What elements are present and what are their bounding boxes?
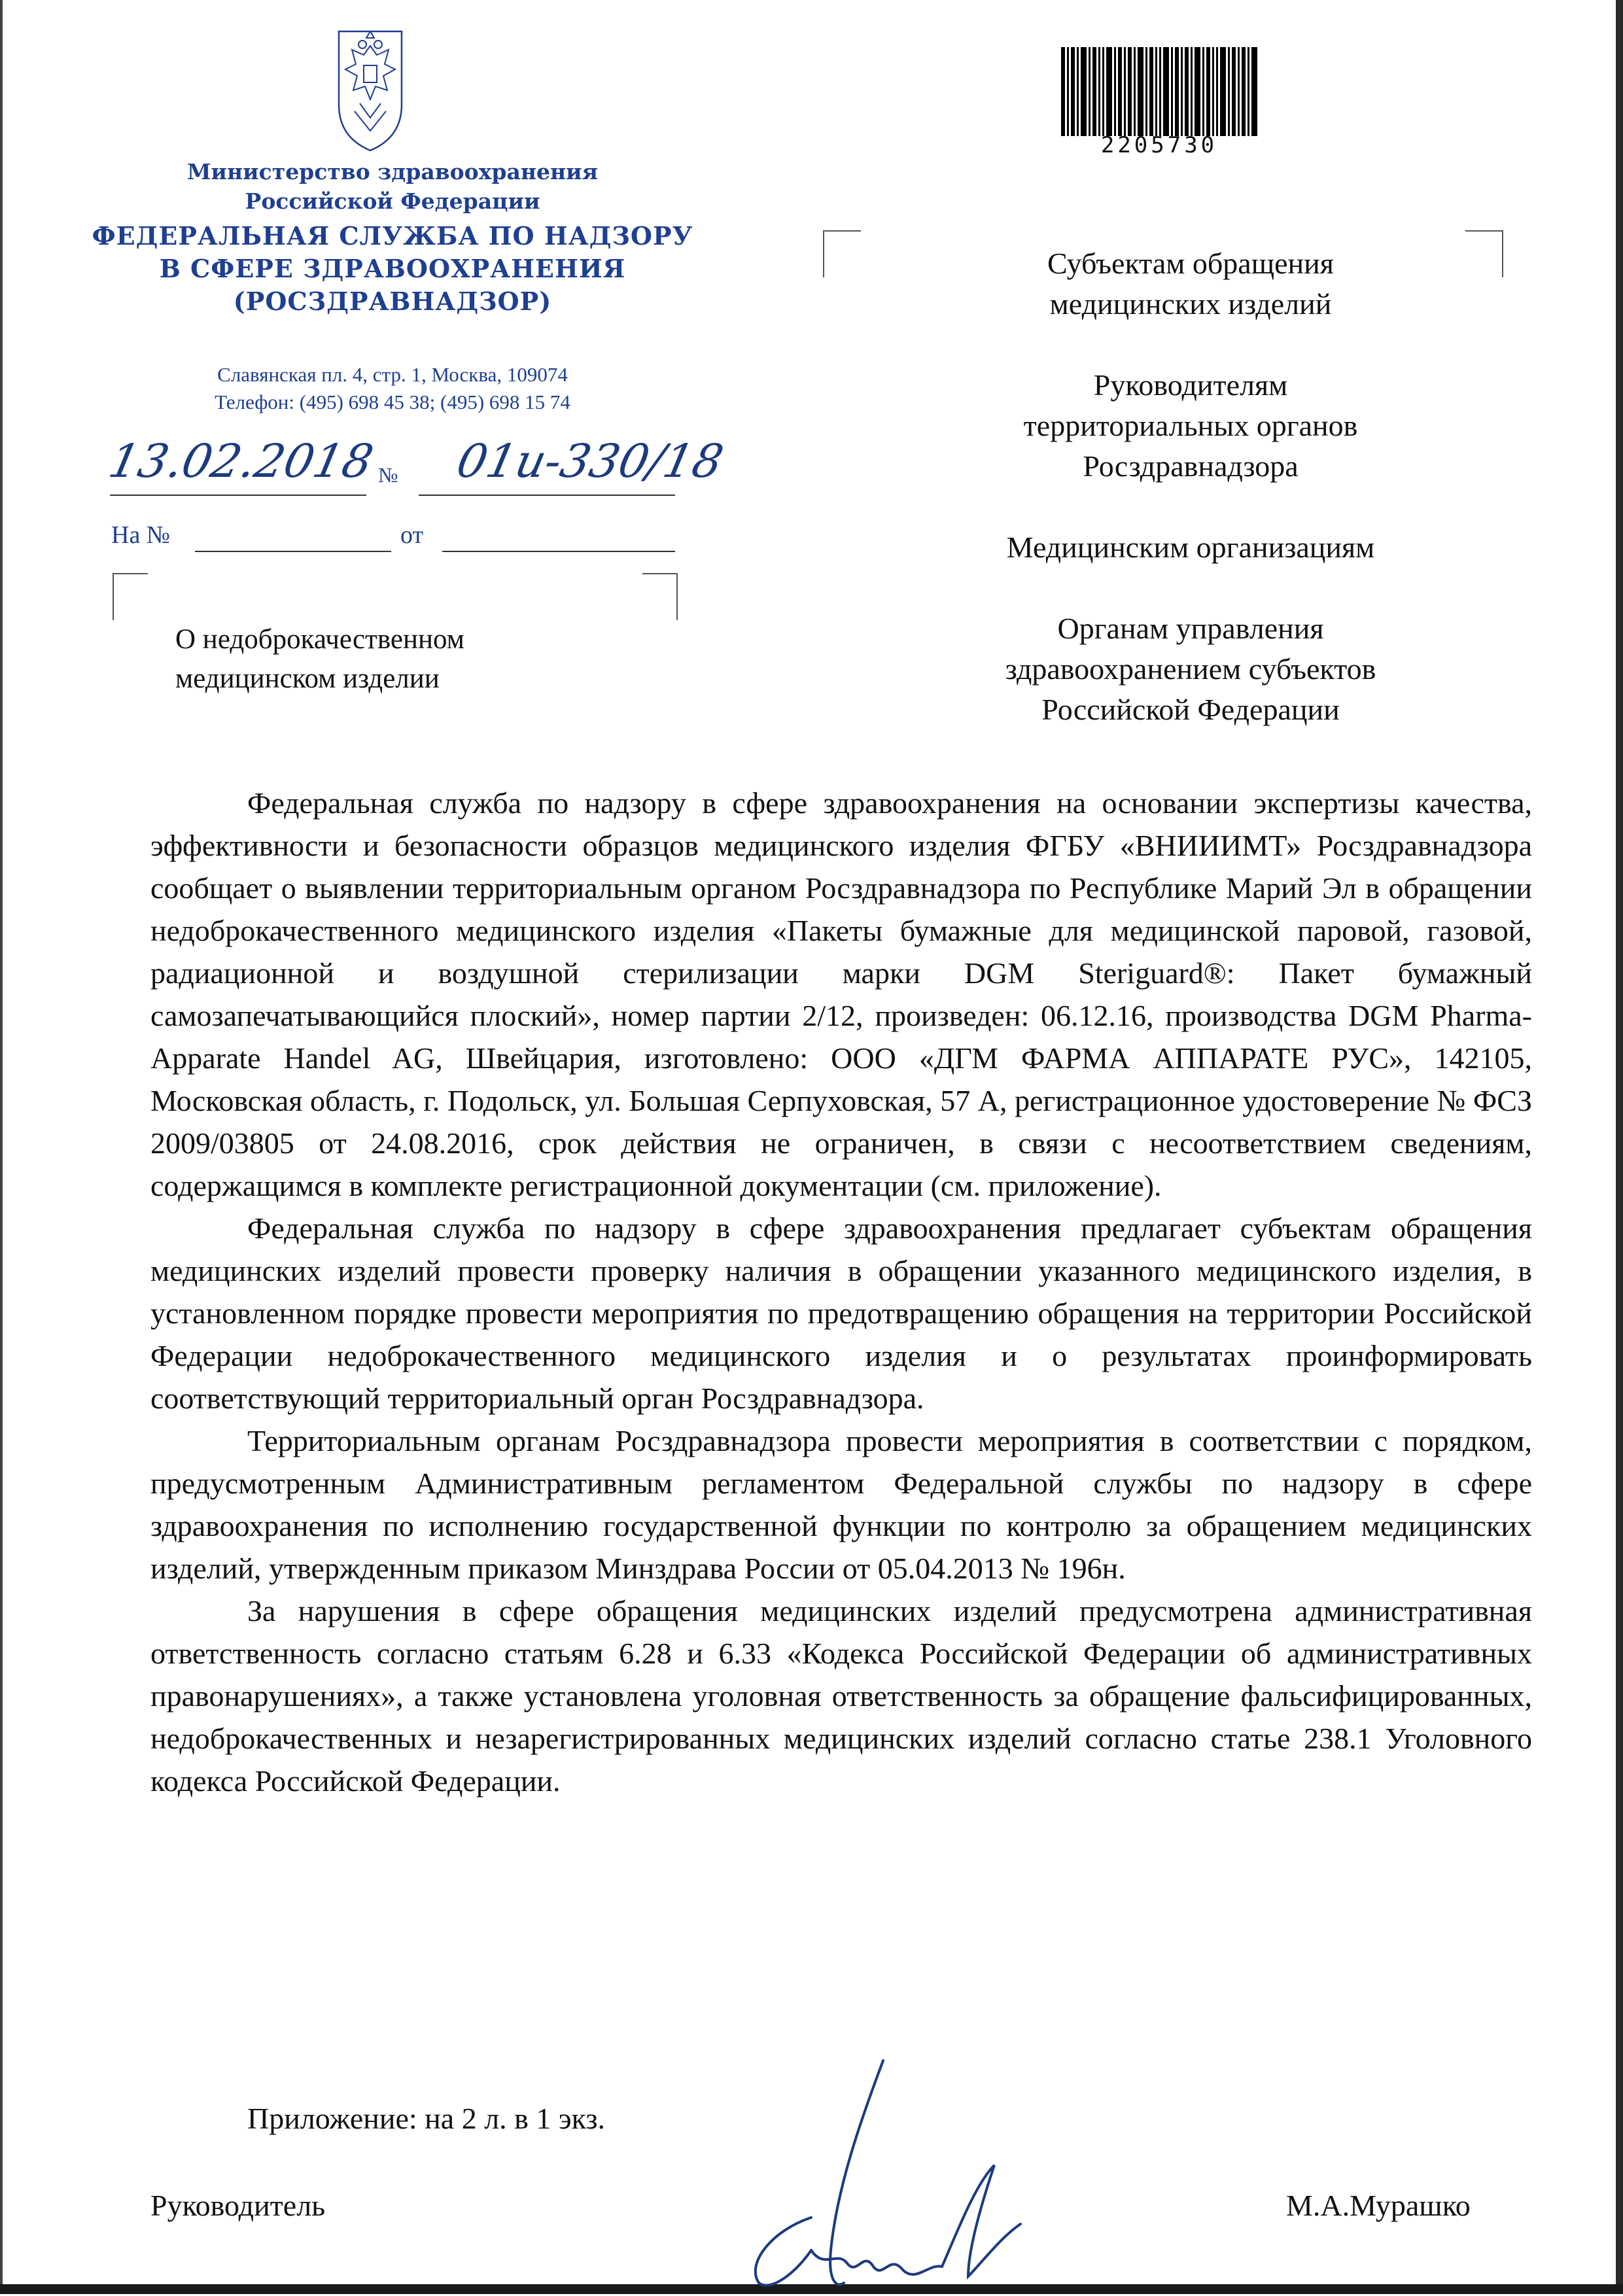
addressee-line: Медицинским организациям — [1006, 531, 1375, 564]
ministry-line-1: Министерство здравоохранения — [187, 159, 598, 184]
signatory-name: М.А.Мурашко — [1286, 2189, 1471, 2222]
body-paragraph-2: Федеральная служба по надзору в сфере здравоохранения предлагает субъектам обращения медицинских изделий провести проверку наличия в обращении указанного медицинского изделия, в установленном порядке провести мероприятия по предотвращению обращения на территории Российской Федерации недоброкачественного медицинского изделия и о результатах проинформировать соответствующий территориальный орган Росздравнадзора. — [150, 1211, 1532, 1415]
address-line-2: Телефон: (495) 698 45 38; (495) 698 15 74 — [215, 391, 570, 413]
addressee-line: Руководителям — [1093, 368, 1288, 402]
attachment-note: Приложение: на 2 л. в 1 экз. — [247, 2102, 606, 2135]
signatory-position: Руководитель — [150, 2189, 326, 2222]
body-paragraph-1: Федеральная служба по надзору в сфере здравоохранения на основании экспертизы качества, эффективности и безопасности образцов медицинского изделия ФГБУ «ВНИИИМТ» Росздравнадзора сообщает о выявлении территориальным органом Росздравнадзора по Республике Марий Эл в обращении недоброкачественного медицинского изделия «Пакеты бумажные для медицинской паровой, газовой, радиационной и воздушной стерилизации марки DGM Steriguard®: Пакет бумажный самозапечатывающийся плоский», номер партии 2/12, произведен: 06.12.16, производства DGM Pharma-Apparate Handel AG, Швейцария, изготовлено: ООО «ДГМ ФАРМА АППАРАТЕ РУС», 142105, Московская область, г. Подольск, ул. Большая Серпуховская, 57 А, регистрационное удостоверение № ФСЗ 2009/03805 от 24.08.2016, срок действия не ограничен, в связи с несоответствием сведениям, содержащимся в комплекте регистрационной документации (см. приложение). — [150, 786, 1532, 1202]
service-address — [131, 361, 654, 416]
registration-number-handwritten: 01и-330/18 — [452, 434, 728, 488]
service-line-3: (РОСЗДРАВНАДЗОР) — [233, 287, 552, 316]
subject-line-1: О недоброкачественном — [175, 624, 464, 655]
letter-subject — [175, 620, 633, 699]
addressee-line: Российской Федерации — [1041, 693, 1340, 726]
addressee-line: Органам управления — [1057, 612, 1324, 645]
addressee-item — [896, 243, 1485, 324]
reply-to-label: На № — [111, 521, 171, 549]
service-line-1: ФЕДЕРАЛЬНАЯ СЛУЖБА ПО НАДЗОРУ — [92, 221, 693, 251]
address-line-1: Славянская пл. 4, стр. 1, Москва, 109074 — [217, 363, 568, 386]
from-label: от — [400, 521, 424, 549]
addressee-item — [896, 608, 1485, 730]
registration-date-handwritten: 13.02.2018 — [104, 434, 378, 488]
addressee-item — [896, 527, 1485, 568]
number-underline — [419, 495, 675, 496]
handwritten-signature — [733, 2054, 1060, 2296]
addressee-line: медицинских изделий — [1049, 287, 1332, 321]
addressee-line: здравоохранением субъектов — [1005, 652, 1376, 686]
body-paragraph-4: За нарушения в сфере обращения медицинских изделий предусмотрена административная ответственность согласно статьям 6.28 и 6.33 «Кодекса Российской Федерации об административных правонарушениях», а также установлена уголовная ответственность за обращение фальсифицированных, недоброкачественных и незарегистрированных медицинских изделий согласно статье 238.1 Уголовного кодекса Российской Федерации. — [150, 1594, 1532, 1798]
ministry-name — [131, 157, 654, 216]
number-sign: № — [378, 463, 398, 487]
reply-to-underline — [195, 551, 391, 552]
addressee-list — [896, 243, 1485, 771]
barcode-number: 2205730 — [1100, 132, 1218, 158]
addressee-line: Субъектам обращения — [1047, 247, 1334, 280]
subject-corner-right — [642, 573, 678, 620]
subject-line-2: медицинском изделии — [175, 663, 440, 694]
service-line-2: В СФЕРЕ ЗДРАВООХРАНЕНИЯ — [159, 254, 626, 283]
addressee-line: Росздравнадзора — [1083, 449, 1299, 483]
subject-corner-left — [113, 573, 148, 620]
addressee-item — [896, 365, 1485, 487]
addressee-line: территориальных органов — [1023, 409, 1358, 442]
from-underline — [442, 551, 675, 552]
ministry-line-2: Российской Федерации — [245, 188, 540, 214]
date-underline — [110, 495, 366, 496]
scan-edge-right — [1616, 0, 1623, 2294]
barcode-image — [1061, 47, 1257, 136]
letter-body — [150, 782, 1532, 1802]
scan-edge-left — [0, 0, 3, 2294]
service-name — [85, 220, 700, 318]
coat-of-arms-emblem — [335, 26, 406, 154]
body-paragraph-3: Территориальным органам Росздравнадзора провести мероприятия в соответствии с порядком, предусмотренным Административным регламентом Федеральной службы по надзору в сфере здравоохранения по исполнению государственной функции по контролю за обращением медицинских изделий, утвержденным приказом Минздрава России от 05.04.2013 № 196н. — [150, 1424, 1532, 1585]
addressee-corner-left — [823, 230, 861, 277]
